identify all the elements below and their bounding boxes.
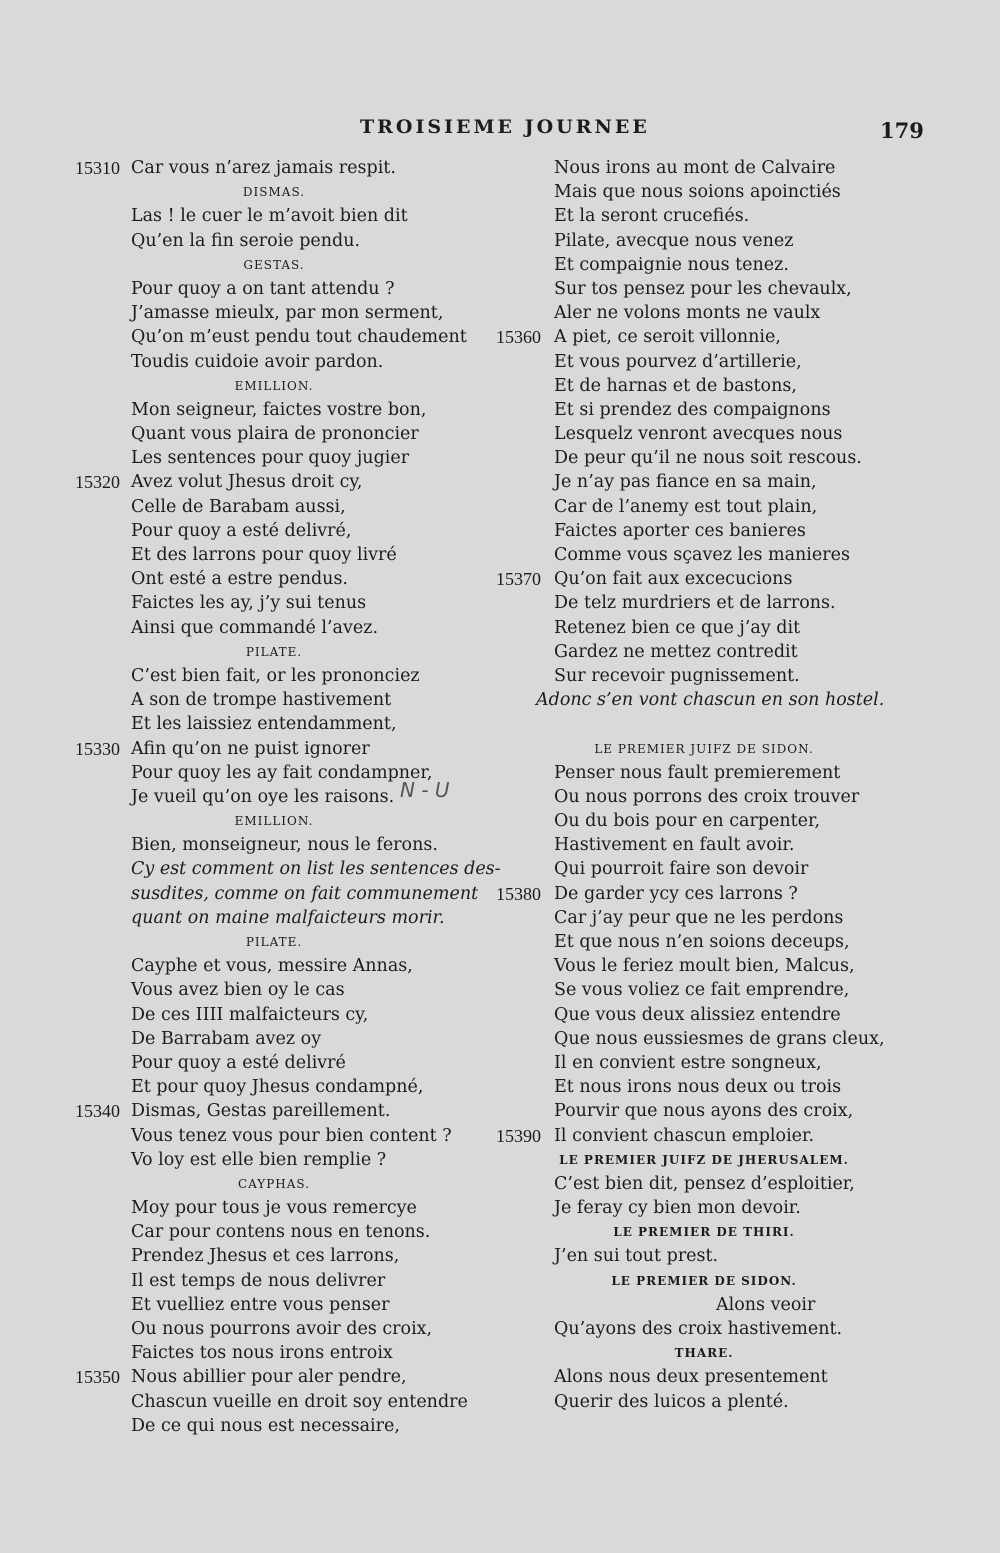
speaker-name: CAYPHAS. (237, 1176, 311, 1191)
verse-line (75, 954, 485, 978)
verse-text: Et pour quoy Jhesus condampné, (131, 1077, 424, 1098)
verse-text: Il est temps de nous delivrer (131, 1270, 386, 1291)
line-number: 15390 (496, 1125, 541, 1146)
verse-text: Ainsi que commandé l’avez. (131, 617, 379, 638)
verse-text: De garder ycy ces larrons ? (554, 883, 798, 904)
right-column (496, 156, 896, 1414)
verse-line (496, 229, 896, 253)
verse-line (75, 1099, 485, 1123)
verse-line (75, 1196, 485, 1220)
verse-text: Et vuelliez entre vous penser (131, 1294, 390, 1315)
stage-direction (75, 857, 501, 881)
verse-text: Chascun vueille en droit soy entendre (131, 1391, 468, 1412)
verse-text: Querir des luicos a plenté. (554, 1391, 789, 1412)
verse-line (496, 1293, 896, 1317)
verse-line (496, 1003, 896, 1027)
verse-line (496, 1124, 896, 1148)
verse-line (75, 688, 485, 712)
verse-line (75, 156, 485, 180)
verse-text: Pour quoy a esté delivré (131, 1052, 346, 1073)
verse-line (496, 253, 896, 277)
verse-text: Qu’ayons des croix hastivement. (554, 1319, 843, 1339)
verse-line (496, 1390, 896, 1414)
line-number: 15360 (496, 327, 541, 348)
verse-line (75, 495, 485, 519)
verse-text: Faictes aporter ces banieres (554, 520, 806, 541)
verse-line (496, 180, 896, 204)
verse-line (496, 325, 896, 349)
speaker-name: PILATE. (245, 644, 303, 659)
verse-text: Car vous n’arez jamais respit. (131, 158, 396, 178)
speaker-name: EMILLION. (234, 378, 314, 393)
verse-text: Pour quoy les ay fait condampner, (131, 762, 433, 783)
verse-text: Moy pour tous je vous remercye (131, 1198, 417, 1219)
verse-text: Et compaignie nous tenez. (554, 254, 789, 275)
verse-text: Nous abillier pour aler pendre, (131, 1367, 407, 1388)
running-header: TROISIEME JOURNEE (360, 116, 650, 138)
verse-text: Faictes les ay, j’y sui tenus (131, 593, 367, 614)
verse-line (496, 906, 896, 930)
verse-line (75, 1244, 485, 1268)
stage-direction (75, 906, 485, 930)
verse-text: Que vous deux alissiez entendre (554, 1004, 841, 1025)
verse-line (496, 204, 896, 228)
verse-line (496, 785, 896, 809)
verse-line (75, 1269, 485, 1293)
verse-text: Celle de Barabam aussi, (131, 496, 346, 517)
verse-text: Vous avez bien oy le cas (131, 980, 345, 1001)
verse-line (75, 591, 485, 615)
verse-text: Prendez Jhesus et ces larrons, (131, 1246, 400, 1267)
speaker-name: EMILLION. (234, 814, 314, 829)
verse-text: Hastivement en fault avoir. (554, 835, 795, 856)
verse-line (75, 446, 485, 470)
verse-line (75, 543, 485, 567)
verse-line (496, 833, 896, 857)
verse-text: Alons nous deux presentement (554, 1367, 828, 1388)
verse-text: Ont esté a estre pendus. (131, 569, 348, 590)
verse-text: De ces IIII malfaicteurs cy, (131, 1004, 369, 1025)
verse-line (496, 495, 896, 519)
verse-text: Je vueil qu’on oye les raisons. (131, 786, 395, 807)
speaker-name: PILATE. (245, 935, 303, 949)
verse-text: Pour quoy a esté delivré, (131, 520, 352, 541)
verse-line (75, 664, 485, 688)
verse-text: Toudis cuidoie avoir pardon. (131, 351, 384, 372)
stage-text: Adonc s’en vont chascun en son hostel. (536, 690, 885, 711)
verse-line (496, 398, 896, 422)
verse-line (496, 1244, 896, 1268)
line-number: 15320 (75, 472, 120, 493)
verse-line (496, 374, 896, 398)
verse-text: Et vous pourvez d’artillerie, (554, 351, 802, 372)
verse-line (75, 277, 485, 301)
verse-text: Gardez ne mettez contredit (554, 641, 798, 662)
verse-text: Faictes tos nous irons entroix (131, 1343, 393, 1364)
verse-text: Et de harnas et de bastons, (554, 375, 797, 396)
verse-text: Penser nous fault premierement (554, 762, 841, 783)
verse-line (496, 616, 896, 640)
verse-text: Sur tos pensez pour les chevaulx, (554, 278, 852, 299)
verse-text: Dismas, Gestas pareillement. (131, 1101, 391, 1122)
verse-text: Las ! le cuer le m’avoit bien dit (131, 206, 408, 227)
verse-text: Lesquelz venront avecques nous (554, 424, 843, 445)
verse-line (496, 350, 896, 374)
verse-line (496, 761, 896, 785)
verse-text: Car pour contens nous en tenons. (131, 1222, 431, 1243)
speaker-name: THARE. (674, 1346, 734, 1361)
line-number: 15380 (496, 883, 541, 904)
verse-line (496, 954, 896, 978)
verse-text: Il convient chascun emploier. (554, 1125, 815, 1146)
verse-line (75, 1027, 485, 1051)
verse-line (496, 519, 896, 543)
page-number: 179 (880, 118, 924, 143)
verse-line (75, 1365, 485, 1389)
verse-line (496, 1172, 896, 1196)
verse-text: Et les laissiez entendamment, (131, 714, 397, 735)
verse-text: Quant vous plaira de prononcier (131, 424, 419, 445)
verse-line (496, 857, 896, 881)
verse-line (496, 422, 896, 446)
verse-line (496, 567, 896, 591)
verse-text: Avez volut Jhesus droit cy, (131, 472, 363, 493)
speaker-name: LE PREMIER DE SIDON. (611, 1273, 797, 1288)
verse-text: De peur qu’il ne nous soit rescous. (554, 448, 862, 469)
verse-line (496, 156, 896, 180)
verse-text: Pilate, avecque nous venez (554, 230, 794, 251)
verse-text: Aler ne volons monts ne vaulx (554, 303, 821, 324)
verse-line (75, 422, 485, 446)
verse-line (75, 833, 485, 857)
verse-line (496, 1099, 896, 1123)
verse-line (75, 1220, 485, 1244)
verse-text: De Barrabam avez oy (131, 1028, 322, 1049)
verse-text: Nous irons au mont de Calvaire (554, 158, 836, 178)
verse-line (75, 1051, 485, 1075)
verse-line (496, 446, 896, 470)
verse-line (75, 398, 485, 422)
verse-text: Vous le feriez moult bien, Malcus, (554, 956, 855, 977)
verse-line (496, 1317, 896, 1341)
line-number: 15350 (75, 1367, 120, 1388)
verse-line (496, 1051, 896, 1075)
verse-text: Les sentences pour quoy jugier (131, 448, 410, 469)
verse-text: Je n’ay pas fiance en sa main, (554, 472, 817, 493)
verse-text: Je feray cy bien mon devoir. (554, 1198, 801, 1219)
verse-line (75, 712, 485, 736)
speaker-name: LE PREMIER JUIFZ DE SIDON. (594, 741, 814, 756)
verse-line (75, 1003, 485, 1027)
line-number: 15310 (75, 158, 120, 178)
verse-line (496, 640, 896, 664)
verse-line (496, 543, 896, 567)
verse-text: Et la seront crucefiés. (554, 206, 750, 227)
verse-line (75, 229, 485, 253)
verse-line (75, 737, 485, 761)
verse-text: Afin qu’on ne puist ignorer (131, 738, 370, 759)
verse-text: Qu’en la fin seroie pendu. (131, 230, 361, 251)
handwritten-annotation: N - U (400, 778, 450, 802)
verse-text: Qu’on m’eust pendu tout chaudement (131, 327, 467, 348)
verse-text: C’est bien fait, or les prononciez (131, 665, 420, 686)
verse-text: Cayphe et vous, messire Annas, (131, 956, 413, 977)
verse-text: Qui pourroit faire son devoir (554, 859, 809, 880)
line-number: 15330 (75, 738, 120, 759)
verse-text: J’amasse mieulx, par mon serment, (131, 303, 444, 324)
verse-line (496, 591, 896, 615)
verse-text: Et si prendez des compaignons (554, 399, 831, 420)
verse-line (496, 882, 896, 906)
verse-line (496, 1075, 896, 1099)
verse-text: J’en sui tout prest. (554, 1246, 719, 1267)
verse-text: Car de l’anemy est tout plain, (554, 496, 818, 517)
verse-line (496, 930, 896, 954)
verse-text: Retenez bien ce que j’ay dit (554, 617, 801, 638)
verse-text: C’est bien dit, pensez d’esploitier, (554, 1173, 855, 1194)
speaker-name: GESTAS. (243, 257, 305, 272)
verse-line (75, 301, 485, 325)
verse-line (496, 664, 896, 688)
stage-text: Cy est comment on list les sentences des- (131, 859, 501, 880)
verse-line (75, 350, 485, 374)
verse-text: Mon seigneur, faictes vostre bon, (131, 399, 427, 420)
verse-line (496, 1365, 896, 1389)
verse-line (75, 1414, 485, 1438)
verse-text: Comme vous sçavez les manieres (554, 545, 850, 565)
verse-line (75, 567, 485, 591)
stage-text: susdites, comme on fait communement (131, 883, 479, 904)
verse-text: De ce qui nous est necessaire, (131, 1415, 400, 1436)
verse-line (75, 470, 485, 494)
verse-line (496, 277, 896, 301)
verse-text: Et nous irons nous deux ou trois (554, 1077, 842, 1098)
verse-text: Vous tenez vous pour bien content ? (131, 1125, 452, 1146)
verse-line (75, 325, 485, 349)
verse-text: Ou nous porrons des croix trouver (554, 786, 860, 807)
verse-text: Et des larrons pour quoy livré (131, 545, 397, 565)
verse-line (75, 1317, 485, 1341)
verse-text: Qu’on fait aux excecucions (554, 569, 793, 590)
verse-line (496, 1027, 896, 1051)
blank-line (496, 712, 896, 736)
verse-text: A piet, ce seroit villonnie, (554, 327, 781, 348)
verse-text: De telz murdriers et de larrons. (554, 593, 836, 614)
verse-line (75, 1124, 485, 1148)
verse-line (75, 1341, 485, 1365)
verse-line (75, 1293, 485, 1317)
verse-line (75, 519, 485, 543)
line-number: 15370 (496, 569, 541, 590)
verse-text: Sur recevoir pugnissement. (554, 665, 800, 686)
verse-text: Et que nous n’en soions deceups, (554, 932, 850, 952)
verse-text: Bien, monseigneur, nous le ferons. (131, 835, 438, 856)
verse-line (75, 1148, 485, 1172)
verse-line (496, 978, 896, 1002)
verse-text: Ou du bois pour en carpenter, (554, 811, 821, 832)
verse-line (496, 1196, 896, 1220)
verse-text: Alons veoir (716, 1294, 816, 1315)
speaker-name: LE PREMIER JUIFZ DE JHERUSALEM. (559, 1152, 849, 1167)
verse-text: Pourvir que nous ayons des croix, (554, 1101, 854, 1122)
verse-text: Ou nous pourrons avoir des croix, (131, 1319, 433, 1339)
verse-line (496, 470, 896, 494)
verse-text: Vo loy est elle bien remplie ? (131, 1149, 387, 1170)
verse-text: Pour quoy a on tant attendu ? (131, 278, 395, 299)
verse-text: Car j’ay peur que ne les perdons (554, 907, 844, 928)
verse-text: Se vous voliez ce fait emprendre, (554, 980, 850, 1001)
verse-line (75, 1075, 485, 1099)
verse-line (75, 616, 485, 640)
verse-text: Mais que nous soions apoinctiés (554, 182, 841, 203)
line-number: 15340 (75, 1101, 120, 1122)
verse-line (75, 204, 485, 228)
verse-text: Il en convient estre songneux, (554, 1052, 822, 1073)
stage-direction (496, 688, 896, 712)
verse-text: A son de trompe hastivement (131, 690, 392, 711)
speaker-name: DISMAS. (242, 185, 306, 200)
verse-line (75, 1390, 485, 1414)
verse-text: Que nous eussiesmes de grans cleux, (554, 1028, 885, 1049)
verse-line (496, 809, 896, 833)
speaker-name: LE PREMIER DE THIRI. (613, 1225, 795, 1240)
stage-text: quant on maine malfaicteurs morir. (131, 907, 445, 928)
verse-line (496, 301, 896, 325)
verse-line (75, 978, 485, 1002)
stage-direction (75, 882, 485, 906)
